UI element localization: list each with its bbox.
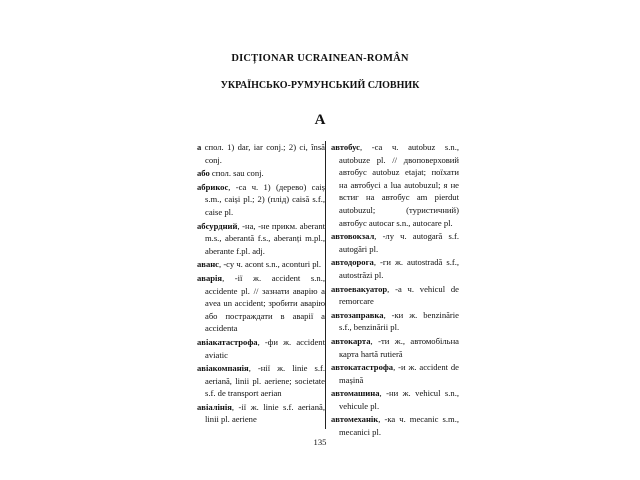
dictionary-entry xyxy=(331,283,459,308)
dictionary-entry xyxy=(197,220,325,258)
definition: , -ії ж. accident s.n., accidente pl. // зазнати аварію a avea un accident; зробити аварію або постраждати в аварії a accidenta xyxy=(205,272,325,334)
headword: авіалінія xyxy=(197,401,232,412)
definition: , -ни ж. vehicul s.n., vehicule pl. xyxy=(339,388,459,411)
headword: абрикос xyxy=(197,181,229,192)
dictionary-entry xyxy=(197,167,325,180)
dictionary-entry xyxy=(331,387,459,412)
headword: автоевакуатор xyxy=(331,283,388,294)
headword: автокарта xyxy=(331,335,371,346)
dictionary-entry xyxy=(197,336,325,361)
dictionary-entry xyxy=(331,230,459,255)
dictionary-entry xyxy=(197,401,325,426)
dictionary-entry xyxy=(331,361,459,386)
definition: , -ти ж., автомобільна карта hartă rutieră xyxy=(339,335,459,359)
headword: авіакатастрофа xyxy=(197,336,258,347)
headword: автомашина xyxy=(331,388,380,399)
dictionary-entry xyxy=(197,272,325,335)
definition: , -ії ж. linie s.f. aeriană, linii pl. aeriene xyxy=(205,401,325,425)
headword: автозаправка xyxy=(331,309,384,320)
definition: , -са ч. autobuz s.n., autobuze pl. // двоповерховий автобус autobuz etajat; поїхати на автобусі a lua autobuzul; я не встиг на автобус am pierdut autobuzul; (туристичний) автобус autocar s.n., autocare pl. xyxy=(339,142,459,228)
definition: , -ка ч. mecanic s.m., mecanici pl. xyxy=(339,414,459,438)
headword: абсурдний xyxy=(197,220,238,231)
definition: , -су ч. acont s.n., aconturi pl. xyxy=(219,259,322,270)
definition: , -ги ж. autostradă s.f., autostrăzi pl. xyxy=(339,257,459,280)
dictionary-entry xyxy=(331,335,459,360)
headword: аванс xyxy=(197,259,220,270)
dictionary-entry xyxy=(331,256,459,281)
dictionary-entry xyxy=(331,413,459,438)
headword: аварія xyxy=(197,272,223,283)
page-number: 135 xyxy=(313,437,327,447)
definition: , -на, -не прикм. aberant m.s., aberantă f.s., aberanți m.pl., aberante f.pl. adj. xyxy=(205,220,325,256)
headword: автовокзал xyxy=(331,231,375,242)
definition: спол. sau conj. xyxy=(209,168,264,179)
headword: автокатастрофа xyxy=(331,362,394,373)
dictionary-title-romanian: DICȚIONAR UCRAINEAN-ROMÂN xyxy=(231,53,409,64)
definition: спол. 1) dar, iar conj.; 2) ci, însă conj. xyxy=(201,142,325,165)
dictionary-title-ukrainian: УКРАЇНСЬКО-РУМУНСЬКИЙ СЛОВНИК xyxy=(220,80,420,91)
headword: або xyxy=(197,168,210,179)
right-column xyxy=(331,141,459,440)
dictionary-entry xyxy=(331,141,459,229)
definition: , -нії ж. linie s.f. aeriană, linii pl. aeriene; societate s.f. de transport aerian xyxy=(205,363,325,399)
dictionary-entry xyxy=(197,181,325,219)
definition: , -и ж. accident de mașină xyxy=(339,362,459,385)
dictionary-entry xyxy=(197,141,325,166)
dictionary-entry xyxy=(197,258,325,271)
dictionary-entry xyxy=(331,309,459,334)
definition: , -ки ж. benzinărie s.f., benzinării pl. xyxy=(339,309,459,333)
headword: автодорога xyxy=(331,257,374,268)
dictionary-entry xyxy=(197,362,325,400)
headword: автомеханік xyxy=(331,414,379,425)
column-divider xyxy=(325,141,326,429)
definition: , -са ч. 1) (дерево) caiș s.m., caiși pl.; 2) (плід) caisă s.f., caise pl. xyxy=(205,181,325,217)
headword: а xyxy=(197,142,202,152)
definition: , -лу ч. autogară s.f. autogări pl. xyxy=(339,231,459,254)
headword: авіакомпанія xyxy=(197,363,249,374)
definition: , -фи ж. accident aviatic xyxy=(205,336,325,360)
section-letter: A xyxy=(314,112,326,128)
headword: автобус xyxy=(331,142,360,152)
left-column xyxy=(197,141,325,427)
definition: , -а ч. vehicul de remorcare xyxy=(339,283,459,307)
